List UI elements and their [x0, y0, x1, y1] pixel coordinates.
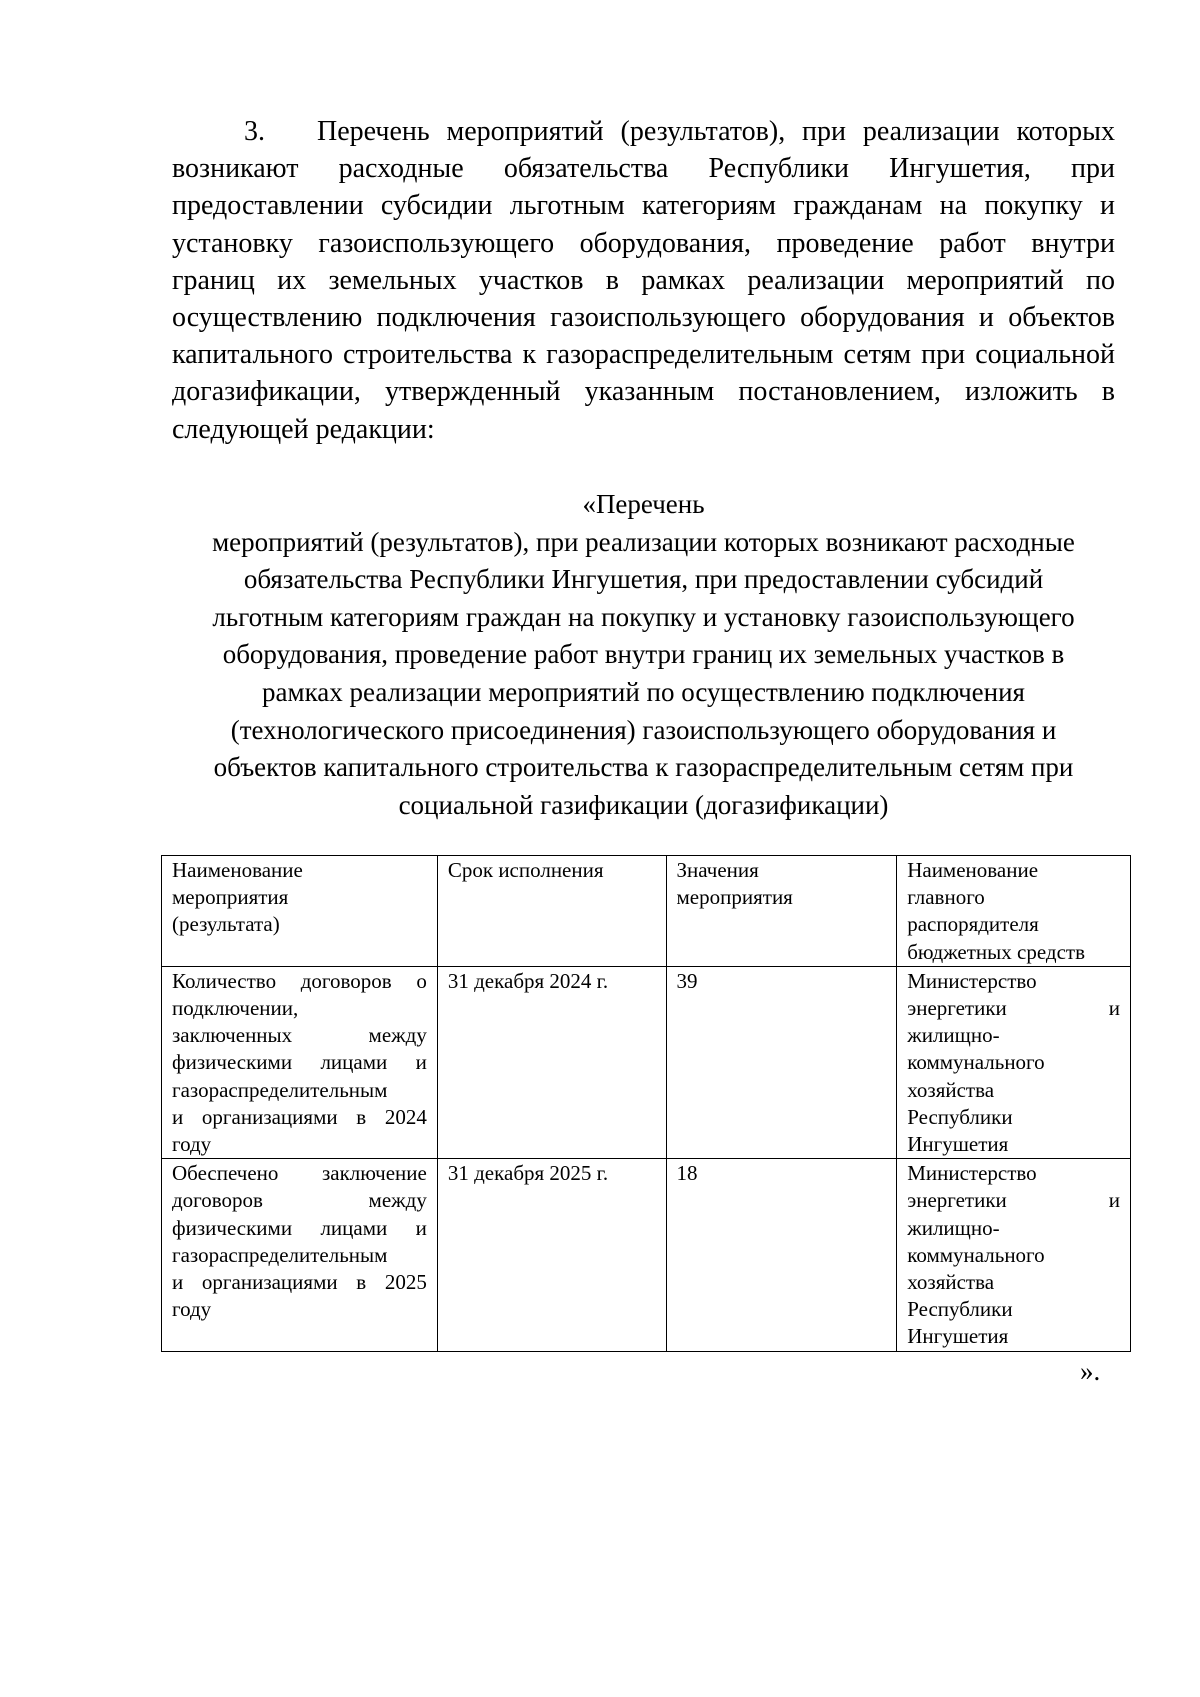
cell-text: Министерство	[907, 968, 1037, 993]
header-text: Значения	[676, 858, 759, 882]
row-budget-manager	[897, 966, 1131, 1158]
row-value: 39	[666, 966, 897, 1158]
cell-text: году	[172, 1297, 212, 1322]
paragraph-first-line	[172, 113, 1115, 150]
row-event-name	[162, 966, 438, 1158]
cell-text: и организациями в 2025	[172, 1270, 427, 1295]
header-text: (результата)	[172, 912, 280, 937]
cell-text: и организациями в 2024	[172, 1104, 427, 1129]
cell-text: коммунального	[907, 1242, 1045, 1267]
row-deadline: 31 декабря 2025 г.	[437, 1159, 666, 1351]
row-budget-manager	[897, 1159, 1131, 1351]
header-text: Срок исполнения	[447, 858, 604, 882]
heading-line: оборудования, проведение работ внутри границ их земельных участков в	[222, 639, 1065, 670]
paragraph-line: предоставлении субсидии льготным категориям гражданам на покупку и	[172, 190, 1115, 222]
paragraph-line: капитального строительства к газораспределительным сетям при социальной	[172, 339, 1115, 371]
header-text: Наименование	[907, 858, 1039, 882]
row-value: 18	[666, 1159, 897, 1351]
heading-line: социальной газификации (догазификации)	[398, 789, 889, 820]
cell-text: хозяйства	[907, 1077, 995, 1102]
cell-text: Обеспечено заключение	[172, 1161, 427, 1186]
events-table	[161, 855, 1131, 1352]
cell-text: энергетики и	[907, 1188, 1120, 1213]
paragraph-line: возникают расходные обязательства Республики Ингушетия, при	[172, 153, 1115, 185]
amendment-paragraph	[172, 113, 1115, 448]
cell-text: физическими лицами и	[172, 1215, 427, 1240]
header-text: бюджетных средств	[907, 939, 1085, 964]
cell-text: году	[172, 1132, 212, 1157]
cell-text: хозяйства	[907, 1270, 995, 1295]
cell-text: жилищно-	[907, 1215, 1000, 1240]
heading-title: «Перечень	[582, 489, 705, 519]
cell-text: энергетики и	[907, 996, 1120, 1021]
paragraph-first-line-text: Перечень мероприятий (результатов), при реализации которых	[317, 116, 1115, 147]
table-header-row	[162, 856, 1131, 967]
closing-quote: ».	[1080, 1356, 1101, 1386]
table-row	[162, 966, 1131, 1158]
cell-text: Количество договоров о	[172, 968, 427, 993]
heading-line: рамках реализации мероприятий по осуществлению подключения	[262, 676, 1025, 707]
header-text: мероприятия	[172, 885, 289, 910]
cell-text: физическими лицами и	[172, 1050, 427, 1075]
cell-text: Министерство	[907, 1161, 1037, 1186]
heading-line: льготным категориям граждан на покупку и установку газоиспользующего	[212, 601, 1075, 632]
header-text: распорядителя	[907, 912, 1039, 937]
cell-text: жилищно-	[907, 1023, 1000, 1048]
header-text: мероприятия	[676, 885, 793, 910]
header-text: главного	[907, 885, 985, 910]
list-heading	[172, 486, 1115, 824]
paragraph-number: 3.	[244, 116, 265, 147]
heading-line: объектов капитального строительства к газораспределительным сетям при	[213, 752, 1074, 783]
header-values	[666, 856, 897, 967]
cell-text: Ингушетия	[907, 1324, 1009, 1349]
cell-text: коммунального	[907, 1050, 1045, 1075]
row-event-name	[162, 1159, 438, 1351]
paragraph-line: границ их земельных участков в рамках реализации мероприятий по	[172, 264, 1115, 296]
cell-text: Ингушетия	[907, 1132, 1009, 1157]
cell-text: газораспределительным	[172, 1242, 388, 1267]
paragraph-line: следующей редакции:	[172, 413, 435, 445]
header-text: Наименование	[172, 858, 303, 882]
heading-line: обязательства Республики Ингушетия, при предоставлении субсидий	[243, 564, 1044, 595]
header-deadline	[437, 856, 666, 967]
table-row	[162, 1159, 1131, 1351]
cell-text: газораспределительным	[172, 1077, 388, 1102]
cell-text: заключенных между	[172, 1023, 427, 1048]
cell-text: Республики	[907, 1297, 1013, 1322]
paragraph-line: догазификации, утвержденный указанным постановлением, изложить в	[172, 376, 1115, 408]
cell-text: Республики	[907, 1104, 1013, 1129]
heading-line: (технологического присоединения) газоиспользующего оборудования и	[230, 714, 1057, 745]
row-deadline: 31 декабря 2024 г.	[437, 966, 666, 1158]
paragraph-line: установку газоиспользующего оборудования, проведение работ внутри	[172, 227, 1115, 259]
heading-line: мероприятий (результатов), при реализации которых возникают расходные	[212, 526, 1075, 557]
header-budget-manager	[897, 856, 1131, 967]
cell-text: подключении,	[172, 996, 299, 1021]
cell-text: договоров между	[172, 1188, 427, 1213]
header-event-name	[162, 856, 438, 967]
paragraph-line: осуществлению подключения газоиспользующего оборудования и объектов	[172, 302, 1115, 334]
